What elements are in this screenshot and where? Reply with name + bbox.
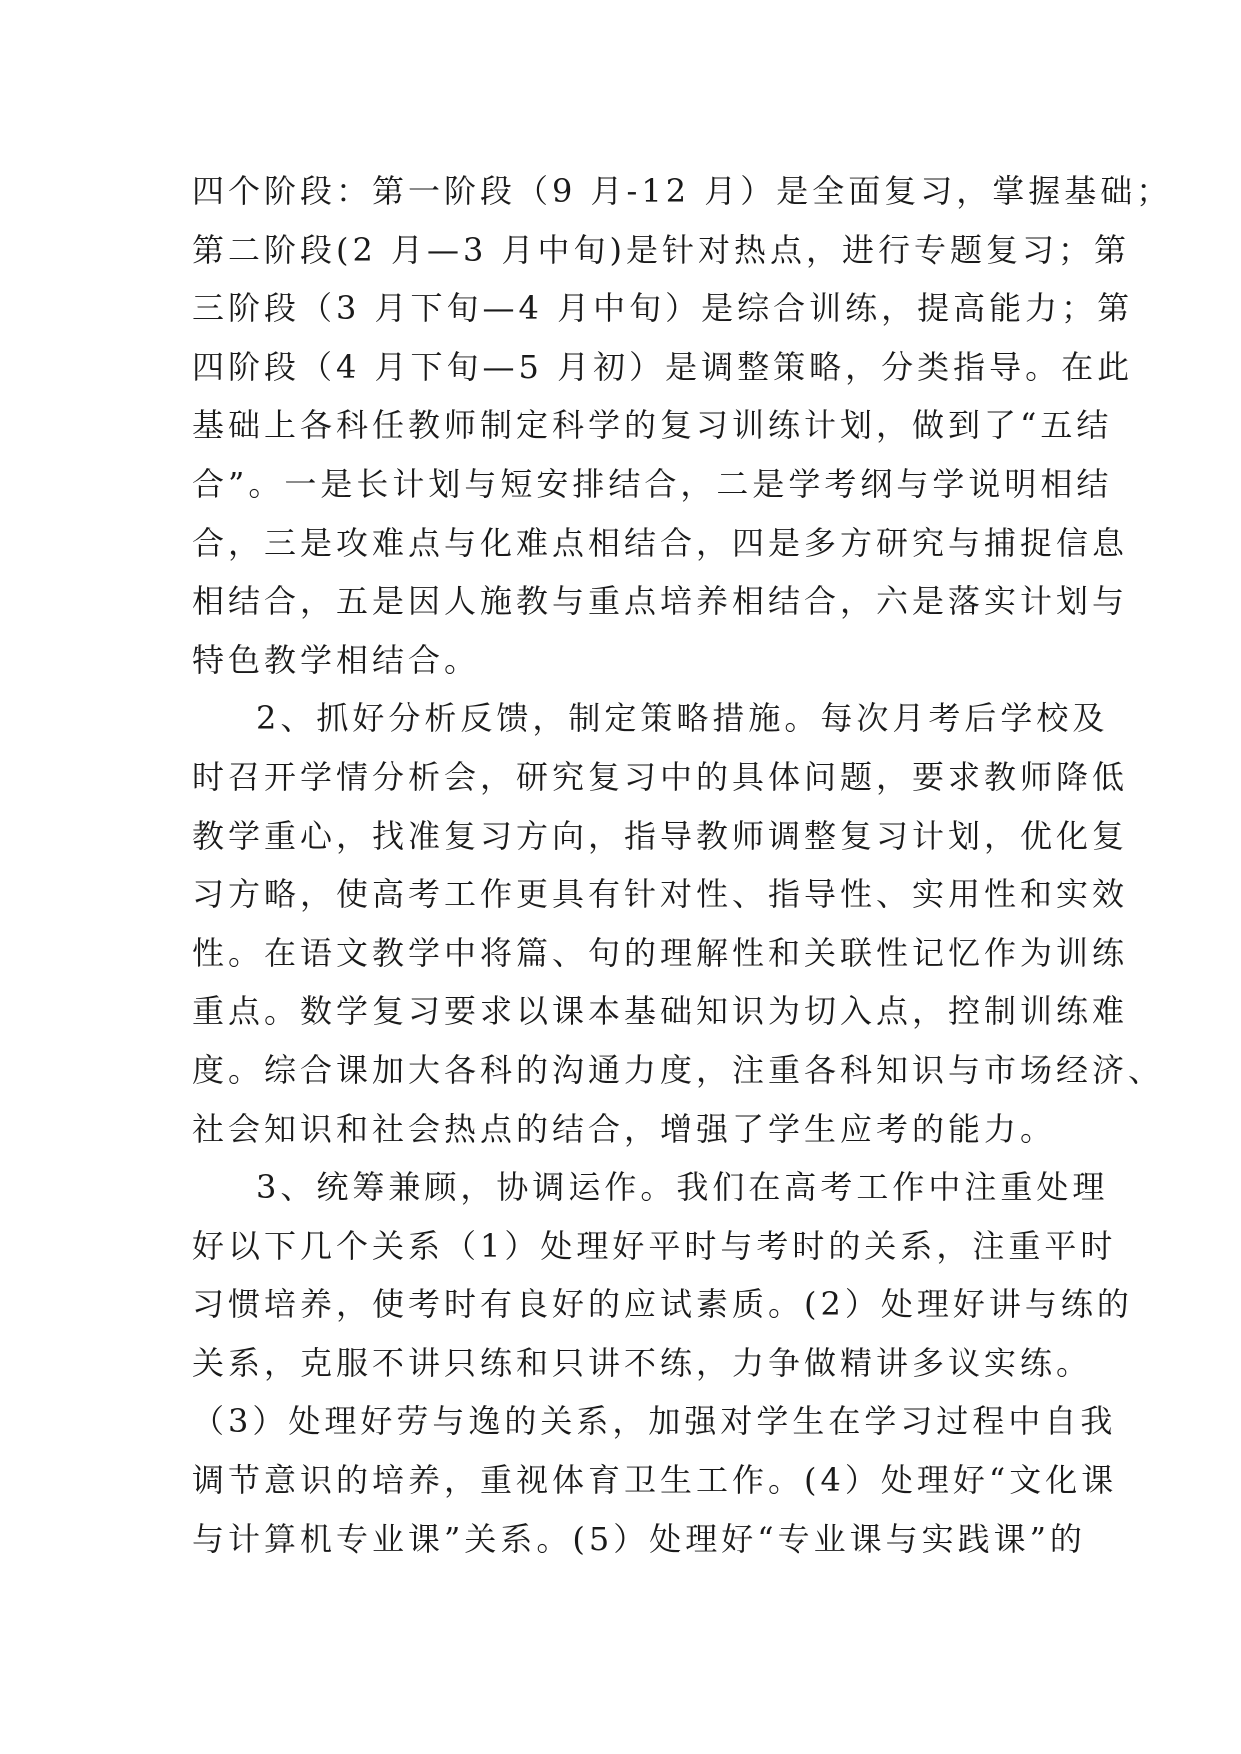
text-line: 好以下几个关系（1）处理好平时与考时的关系，注重平时: [192, 1226, 1117, 1265]
text-line: 第二阶段(2 月—3 月中旬)是针对热点，进行专题复习；第: [192, 230, 1131, 269]
text-line: 关系，克服不讲只练和只讲不练，力争做精讲多议实练。: [192, 1343, 1093, 1382]
text-line: 特色教学相结合。: [192, 640, 481, 679]
text-line: 度。综合课加大各科的沟通力度，注重各科知识与市场经济、: [192, 1050, 1165, 1089]
text-line: 合”。一是长计划与短安排结合，二是学考纲与学说明相结: [192, 464, 1113, 503]
text-line: 四个阶段：第一阶段（9 月-12 月）是全面复习，掌握基础；: [192, 172, 1173, 210]
text-line: 重点。数学复习要求以课本基础知识为切入点，控制训练难: [192, 992, 1129, 1031]
text-line: 与计算机专业课”关系。(5）处理好“专业课与实践课”的: [192, 1519, 1086, 1558]
text-line: 习惯培养，使考时有良好的应试素质。(2）处理好讲与练的: [192, 1285, 1133, 1324]
text-line: 合，三是攻难点与化难点相结合，四是多方研究与捕捉信息: [192, 523, 1129, 562]
text-line: 三阶段（3 月下旬—4 月中旬）是综合训练，提高能力；第: [192, 289, 1134, 328]
text-line: （3）处理好劳与逸的关系，加强对学生在学习过程中自我: [192, 1402, 1117, 1441]
text-line: 性。在语文教学中将篇、句的理解性和关联性记忆作为训练: [192, 933, 1129, 972]
document-body: [192, 162, 1173, 1568]
text-line: 时召开学情分析会，研究复习中的具体问题，要求教师降低: [192, 757, 1129, 796]
text-line: 调节意识的培养，重视体育卫生工作。(4）处理好“文化课: [192, 1461, 1118, 1500]
text-line: 四阶段（4 月下旬—5 月初）是调整策略，分类指导。在此: [192, 347, 1134, 386]
text-line: 基础上各科任教师制定科学的复习训练计划，做到了“五结: [192, 406, 1113, 445]
text-line: 习方略，使高考工作更具有针对性、指导性、实用性和实效: [192, 875, 1129, 914]
text-line: 社会知识和社会热点的结合，增强了学生应考的能力。: [192, 1109, 1057, 1148]
text-line: 相结合，五是因人施教与重点培养相结合，六是落实计划与: [192, 582, 1129, 621]
text-line: 教学重心，找准复习方向，指导教师调整复习计划，优化复: [192, 816, 1129, 855]
paragraph-heading-2: 2、抓好分析反馈，制定策略措施。每次月考后学校及: [256, 699, 1109, 738]
paragraph-heading-3: 3、统筹兼顾，协调运作。我们在高考工作中注重处理: [256, 1168, 1109, 1207]
